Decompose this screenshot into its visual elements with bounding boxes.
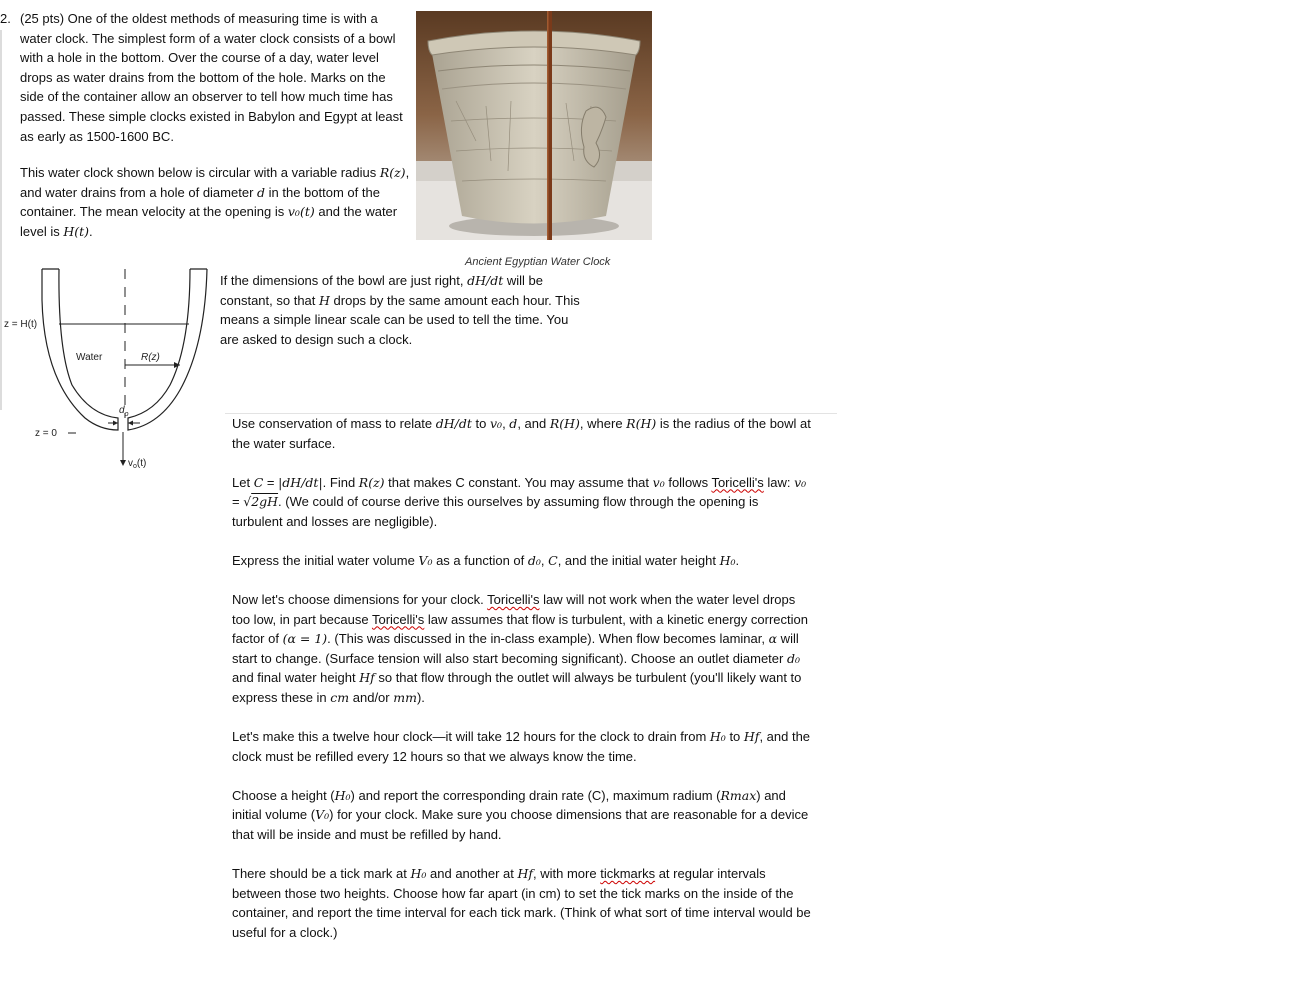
bowl-text: drops by the same amount each hour. This means a simple linear scale can be used to tell the time. You are asked to design such a clock.	[220, 292, 580, 347]
problem-number: 2.	[0, 11, 11, 26]
intro-text: (25 pts) One of the oldest methods of measuring time is with a water clock. The simplest form of a water clock consists of a bowl with a hole in the bottom. Over the course of a day, water level drops as water drains from the bottom of the hole. Marks on the side of the container allow an observer to tell how much time has passed. These simple clocks existed in Babylon and Egypt at least as early as 1500-1600 BC.	[20, 11, 403, 144]
task-conservation: Use conservation of mass to relate dH/dt to v₀, d, and R(H), where R(H) is the radius of the bowl at the water surface.	[232, 416, 811, 451]
desc-text: .	[89, 223, 93, 239]
label-water-height: z = H(t)	[4, 319, 38, 330]
math-Ht: H(t)	[63, 223, 90, 239]
photo-caption: Ancient Egyptian Water Clock	[465, 256, 611, 268]
bowl-left-wall	[42, 269, 118, 430]
task-tick-marks: There should be a tick mark at H₀ and another at Hf, with more tickmarks at regular intervals between those two heights. Choose how far apart (in cm) to set the tick marks on the inside of the container, and report the time interval for each tick mark. (Think of what sort of time interval would be useful for a clock.)	[232, 866, 811, 940]
desc-text: This water clock shown below is circular with a variable radius	[20, 165, 380, 180]
task-twelve-hour: Let's make this a twelve hour clock—it will take 12 hours for the clock to drain from H₀ to Hf, and the clock must be refilled every 12 hours so that we always know the time.	[232, 729, 811, 764]
desc-text: , and water drains from a hole of diameter	[20, 165, 410, 200]
label-bottom: z = 0	[35, 428, 57, 439]
bowl-text: will be constant, so that	[220, 273, 544, 308]
desc-text: in the bottom of the container. The mean velocity at the opening is	[20, 184, 380, 220]
math-dHdt: dH/dt	[467, 273, 504, 288]
task-choose-dimensions: Now let's choose dimensions for your clock. Toricelli's law will not work when the water level drops too low, in part because Toricelli's law assumes that flow is turbulent, with a kinetic energy correction factor of (α = 1). (This was discussed in the in-class example). When flow becomes laminar, α will start to change. (Surface tension will also start becoming significant). Choose an outlet diameter d₀ and final water height Hf so that flow through the outlet will always be turbulent (you'll likely want to express these in cm and/or mm).	[232, 592, 808, 706]
intro-paragraph	[20, 9, 410, 146]
math-Rz: R(z)	[379, 165, 406, 180]
task-list	[232, 414, 812, 962]
math-d: d	[257, 184, 266, 200]
label-radius: R(z)	[141, 352, 160, 363]
label-water: Water	[76, 352, 103, 363]
description-paragraph	[20, 163, 410, 241]
math-vot: v₀(t)	[287, 204, 315, 220]
water-clock-photo	[416, 11, 652, 240]
task-find-radius: Let C = |dH/dt|. Find R(z) that makes C constant. You may assume that v₀ follows Toricelli's law: v₀ = √2gH. (We could of course derive this ourselves by assuming flow through the opening is turbulent and losses are negligible).	[232, 474, 807, 529]
bowl-paragraph	[220, 271, 580, 349]
bowl-diagram	[0, 262, 220, 477]
bowl-text: If the dimensions of the bowl are just right,	[220, 273, 468, 288]
math-H: H	[319, 292, 330, 308]
desc-text: and the water level is	[20, 204, 398, 239]
label-outlet-velocity: $v_o(t)$	[128, 458, 147, 470]
bowl-right-wall	[128, 269, 207, 430]
task-choose-height: Choose a height (H₀) and report the corresponding drain rate (C), maximum radium (Rmax) and initial volume (V₀) for your clock. Make sure you choose dimensions that are reasonable for a device that will be inside and must be refilled by hand.	[232, 787, 809, 842]
task-initial-volume: Express the initial water volume V₀ as a function of d₀, C, and the initial water height H₀.	[232, 552, 740, 568]
label-outlet-diameter: $d_o$	[119, 405, 129, 418]
